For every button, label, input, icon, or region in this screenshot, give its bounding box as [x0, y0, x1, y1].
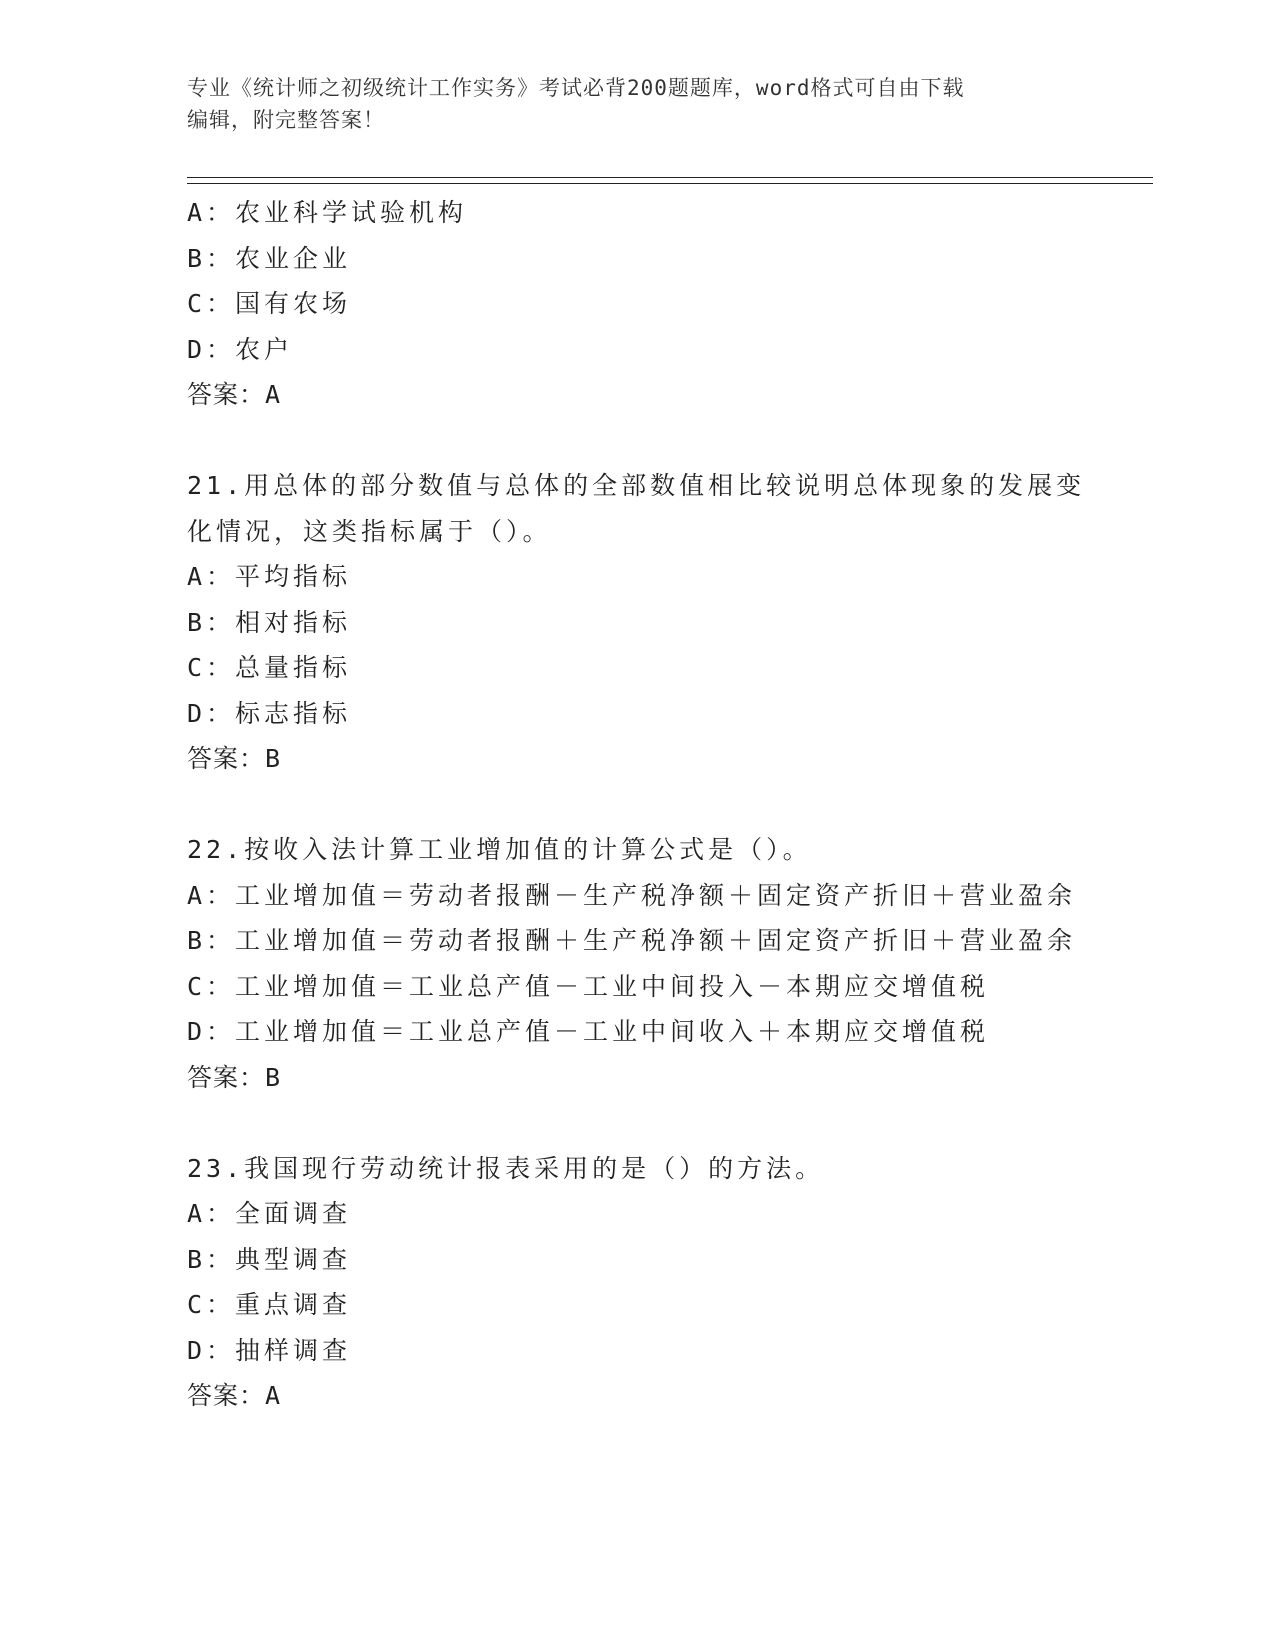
document-header [187, 72, 1067, 136]
question-23 [187, 1146, 1087, 1419]
q20-option-c: C：国有农场 [187, 289, 352, 318]
spacer [187, 418, 1087, 464]
question-list [187, 190, 1087, 1419]
q21-option-b: B：相对指标 [187, 607, 352, 637]
q21-option-a: A：平均指标 [187, 562, 352, 591]
q21-option-c: C：总量指标 [187, 653, 352, 682]
q23-option-b: B：典型调查 [187, 1244, 352, 1274]
header-rule-bottom [187, 183, 1153, 184]
header-line-1: 专业《统计师之初级统计工作实务》考试必背200题题库，word格式可自由下载 [187, 76, 965, 100]
header-line-2: 编辑，附完整答案！ [187, 108, 385, 132]
q22-option-a: A：工业增加值＝劳动者报酬－生产税净额＋固定资产折旧＋营业盈余 [187, 880, 1077, 910]
q22-option-c: C：工业增加值＝工业总产值－工业中间投入－本期应交增值税 [187, 971, 990, 1001]
q23-stem-line-1: 23.我国现行劳动统计报表采用的是（）的方法。 [187, 1153, 825, 1183]
question-21 [187, 463, 1087, 782]
q22-option-d: D：工业增加值＝工业总产值－工业中间收入＋本期应交增值税 [187, 1017, 990, 1046]
q21-stem-line-1: 21.用总体的部分数值与总体的全部数值相比较说明总体现象的发展变 [187, 471, 1086, 500]
q22-answer: 答案：B [187, 1062, 282, 1092]
q21-stem-line-2: 化情况，这类指标属于（）。 [187, 516, 552, 546]
question-20 [187, 190, 1087, 418]
question-22 [187, 827, 1087, 1100]
q21-answer: 答案：B [187, 744, 282, 773]
q20-option-b: B：农业企业 [187, 243, 352, 273]
q23-answer: 答案：A [187, 1381, 282, 1410]
spacer [187, 1100, 1087, 1146]
q22-stem-line-1: 22.按收入法计算工业增加值的计算公式是（）。 [187, 835, 812, 864]
q23-option-d: D：抽样调查 [187, 1335, 352, 1365]
header-rule-top [187, 177, 1153, 178]
q20-answer: 答案：A [187, 380, 282, 409]
spacer [187, 782, 1087, 828]
q22-option-b: B：工业增加值＝劳动者报酬＋生产税净额＋固定资产折旧＋营业盈余 [187, 926, 1077, 955]
q23-option-a: A：全面调查 [187, 1199, 352, 1228]
q20-option-a: A：农业科学试验机构 [187, 198, 468, 227]
q21-option-d: D：标志指标 [187, 698, 352, 728]
q23-option-c: C：重点调查 [187, 1290, 352, 1319]
q20-option-d: D：农户 [187, 334, 294, 364]
